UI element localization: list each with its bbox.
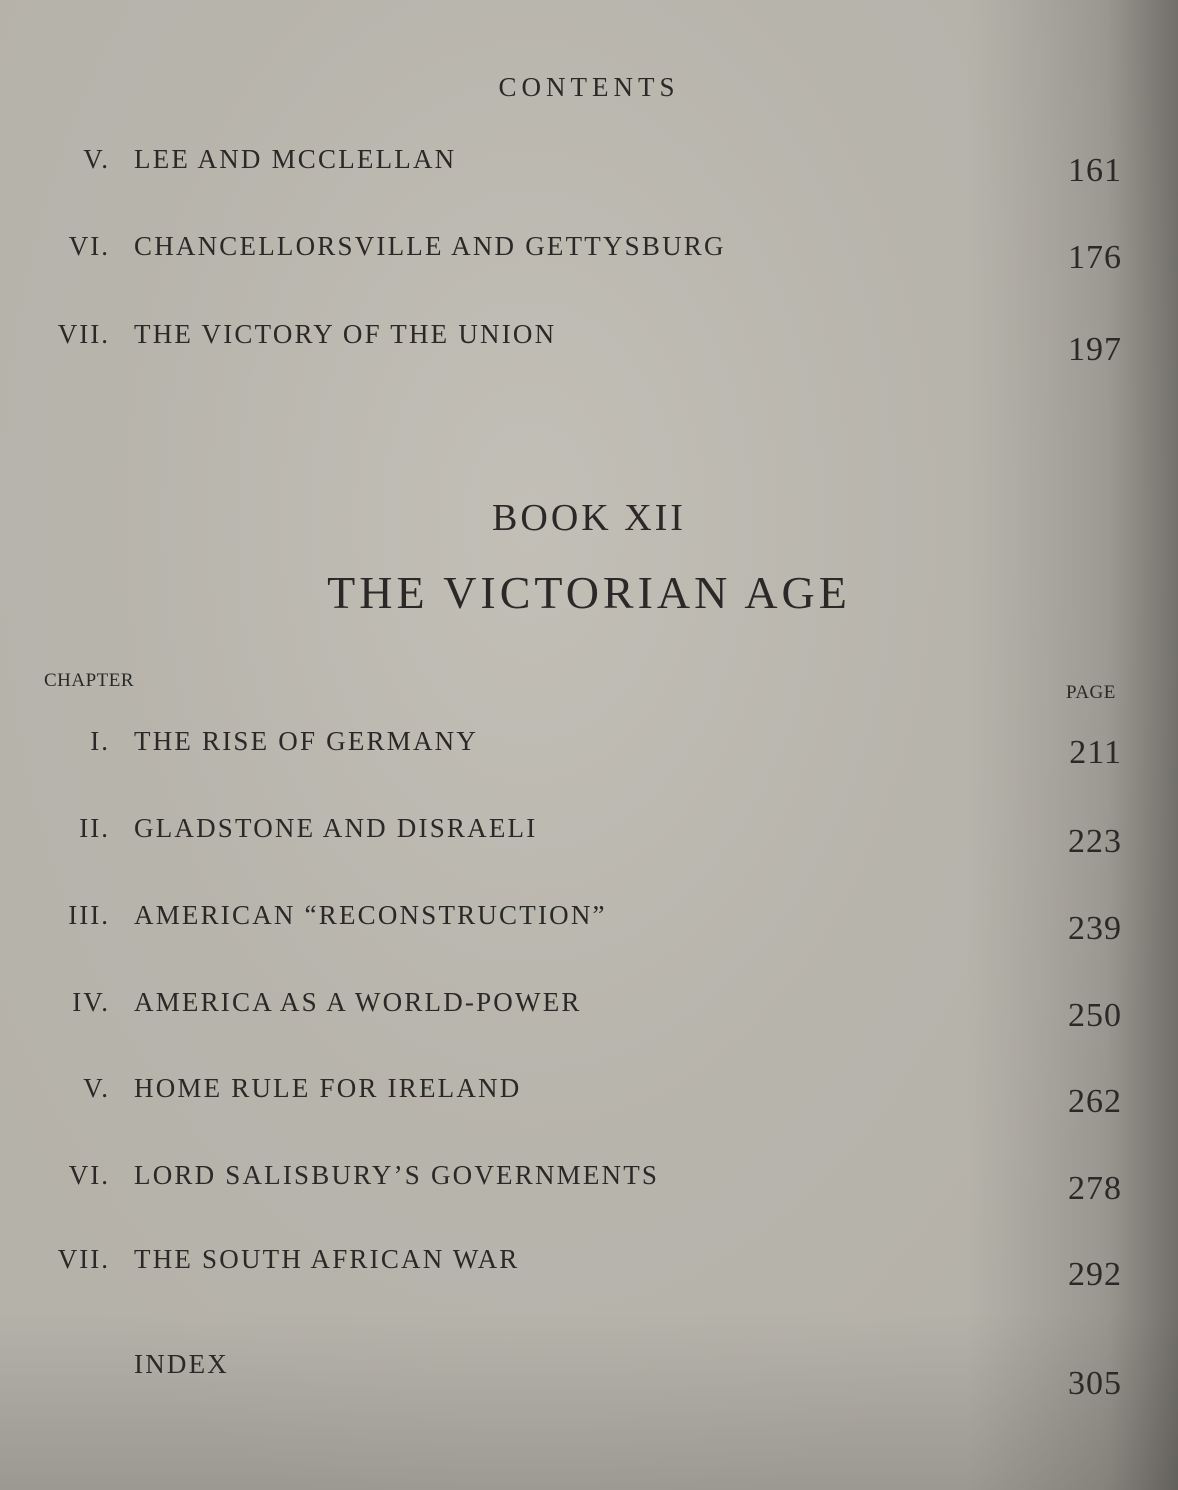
chapter-number: III.	[68, 900, 110, 930]
page-column-heading: PAGE	[1066, 682, 1116, 703]
chapter-title: CHANCELLORSVILLE AND GETTYSBURG	[134, 231, 726, 261]
toc-entry	[0, 726, 1178, 770]
chapter-number: I.	[90, 726, 110, 756]
page-number: 176	[1068, 239, 1122, 276]
page-number: 262	[1068, 1083, 1122, 1120]
chapter-number: V.	[83, 144, 110, 174]
chapter-number: IV.	[72, 987, 110, 1017]
toc-entry	[0, 1073, 1178, 1120]
toc-entry	[0, 1244, 1178, 1293]
page-number: 211	[1069, 734, 1122, 771]
page-number: 250	[1068, 997, 1122, 1034]
toc-entry	[0, 813, 1178, 860]
book-title: THE VICTORIAN AGE	[327, 567, 851, 618]
toc-entry-index	[0, 1349, 1178, 1402]
chapter-number: V.	[83, 1073, 110, 1103]
toc-entry	[0, 231, 1178, 275]
running-head: CONTENTS	[498, 72, 680, 102]
page-number: 223	[1068, 823, 1122, 860]
chapter-title: GLADSTONE AND DISRAELI	[134, 813, 538, 843]
page-number: 197	[1068, 331, 1122, 368]
toc-entry	[0, 987, 1178, 1034]
chapter-title: LORD SALISBURY’S GOVERNMENTS	[134, 1160, 660, 1190]
chapter-column-heading: CHAPTER	[44, 670, 135, 691]
page-number: 292	[1068, 1256, 1122, 1293]
toc-entry	[0, 900, 1178, 947]
chapter-title: THE SOUTH AFRICAN WAR	[134, 1244, 520, 1274]
chapter-number: VII.	[57, 319, 110, 349]
page-number: 278	[1068, 1170, 1122, 1207]
chapter-number: VI.	[68, 231, 110, 261]
page-number: 161	[1068, 152, 1122, 189]
chapter-title: AMERICA AS A WORLD-POWER	[134, 987, 582, 1017]
chapter-title: THE RISE OF GERMANY	[134, 726, 479, 756]
chapter-number: VI.	[68, 1160, 110, 1190]
page-number: 305	[1068, 1365, 1122, 1402]
toc-entry	[0, 1160, 1178, 1207]
chapter-title: INDEX	[134, 1349, 229, 1379]
chapter-title: THE VICTORY OF THE UNION	[134, 319, 557, 349]
chapter-title: AMERICAN “RECONSTRUCTION”	[134, 900, 607, 930]
chapter-number: VII.	[57, 1244, 110, 1274]
book-label: BOOK XII	[492, 497, 686, 539]
toc-entry	[0, 144, 1178, 188]
chapter-title: LEE AND MCCLELLAN	[134, 144, 457, 174]
chapter-number: II.	[79, 813, 110, 843]
chapter-title: HOME RULE FOR IRELAND	[134, 1073, 522, 1103]
page-number: 239	[1068, 910, 1122, 947]
toc-entry	[0, 319, 1178, 368]
